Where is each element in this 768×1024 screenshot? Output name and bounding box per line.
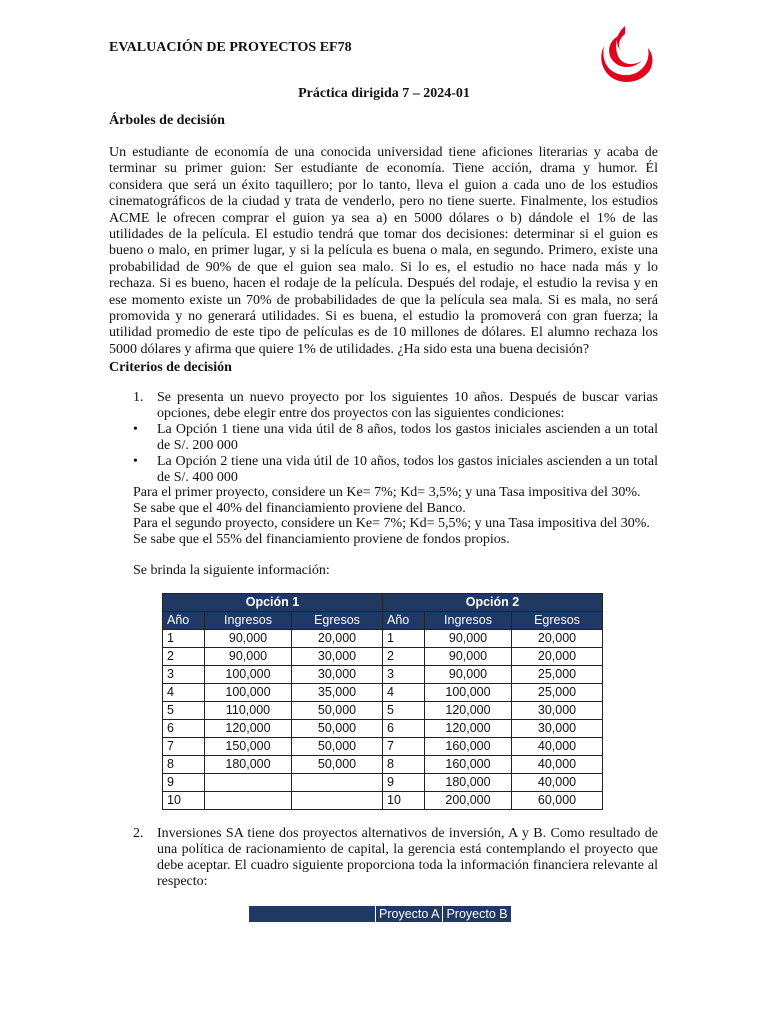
project-1-rates: Para el primer proyecto, considere un Ke= 7%; Kd= 3,5%; y una Tasa impositiva del 30%. [133, 485, 641, 500]
expense-cell: 30,000 [512, 702, 603, 720]
option-2-header: Opción 2 [383, 594, 603, 612]
expense-cell: 30,000 [512, 720, 603, 738]
year-cell: 3 [163, 666, 205, 684]
year-cell: 9 [163, 774, 205, 792]
exercise-2-text: Inversiones SA tiene dos proyectos alternativos de inversión, A y B. Como resultado de una política de racionamiento de capital, la gerencia está contemplando el proyecto que debe aceptar. El cuadro siguiente proporciona toda la información financiera relevante al respecto: [157, 826, 658, 889]
expense-cell: 25,000 [512, 666, 603, 684]
expense-cell: 50,000 [292, 738, 383, 756]
year-cell: 8 [383, 756, 425, 774]
expense-cell: 20,000 [512, 630, 603, 648]
paragraph-line: promovida y no generará utilidades. Si es buena, el estudio la promoverá con gran fuerza; la [109, 309, 658, 325]
section-heading-decision-trees: Árboles de decisión [109, 113, 225, 128]
info-intro: Se brinda la siguiente información: [133, 563, 330, 578]
table-row [163, 720, 603, 738]
year-cell: 9 [383, 774, 425, 792]
expense-cell: 40,000 [512, 738, 603, 756]
table-row [163, 648, 603, 666]
paragraph-line: terminar su primer guion: Ser estudiante de economía. Tiene acción, drama y humor. Él [109, 161, 658, 177]
col-expense-2: Egresos [512, 612, 603, 630]
bullet-option-1-text: La Opción 1 tiene una vida útil de 8 años, todos los gastos iniciales ascienden a un total de S/. 200 000 [157, 422, 658, 453]
exercise-2-number: 2. [133, 826, 144, 841]
decision-tree-paragraph [109, 145, 658, 358]
paragraph-line: utilidades de la película. El estudio tendrá que tomar dos decisiones: determinar si el guion es [109, 227, 658, 243]
expense-cell: 50,000 [292, 756, 383, 774]
year-cell: 4 [163, 684, 205, 702]
income-cell: 200,000 [425, 792, 512, 810]
project-1-financing: Se sabe que el 40% del financiamiento proviene del Banco. [133, 501, 466, 516]
paragraph-line: Un estudiante de economía de una conocida universidad tiene aficiones literarias y acaba de [109, 145, 658, 160]
year-cell: 2 [163, 648, 205, 666]
year-cell: 5 [163, 702, 205, 720]
year-cell: 5 [383, 702, 425, 720]
expense-cell: 25,000 [512, 684, 603, 702]
project-b-header: Proyecto B [443, 906, 511, 923]
table-row [163, 774, 603, 792]
option-1-header: Opción 1 [163, 594, 383, 612]
paragraph-line: 5000 dólares y afirma que quiere 1% de utilidades. ¿Ha sido esta una buena decisión? [109, 341, 590, 357]
income-cell: 100,000 [205, 666, 292, 684]
page-subtitle: Práctica dirigida 7 – 2024-01 [298, 86, 470, 101]
table-row [163, 684, 603, 702]
expense-cell: 40,000 [512, 756, 603, 774]
income-cell: 100,000 [205, 684, 292, 702]
col-year-1: Año [163, 612, 205, 630]
year-cell: 4 [383, 684, 425, 702]
expense-cell: 35,000 [292, 684, 383, 702]
year-cell: 10 [383, 792, 425, 810]
income-cell: 90,000 [205, 630, 292, 648]
year-cell: 6 [163, 720, 205, 738]
income-cell [205, 774, 292, 792]
income-cell: 180,000 [425, 774, 512, 792]
section-heading-decision-criteria: Criterios de decisión [109, 360, 232, 375]
income-cell: 120,000 [425, 702, 512, 720]
expense-cell: 30,000 [292, 666, 383, 684]
exercise-1-number: 1. [133, 390, 144, 405]
year-cell: 1 [163, 630, 205, 648]
year-cell: 2 [383, 648, 425, 666]
paragraph-line: considera que será un éxito taquillero; por lo tanto, lleva el guion a cada uno de los estudios [109, 177, 658, 193]
paragraph-line: bueno o malo, en primer lugar, y si la película es buena o mala, en segundo. Primero, existe una [109, 243, 658, 259]
bullet-option-2 [133, 454, 658, 486]
expense-cell: 50,000 [292, 720, 383, 738]
year-cell: 3 [383, 666, 425, 684]
bullet-icon: • [133, 422, 138, 437]
income-cell: 90,000 [425, 648, 512, 666]
table-row [163, 630, 603, 648]
income-cell: 90,000 [425, 666, 512, 684]
projects-blank-header [249, 906, 376, 923]
project-a-header: Proyecto A [376, 906, 443, 923]
project-2-rates: Para el segundo proyecto, considere un Ke= 7%; Kd= 5,5%; y una Tasa impositiva del 30%. [133, 516, 650, 531]
year-cell: 10 [163, 792, 205, 810]
expense-cell [292, 792, 383, 810]
year-cell: 7 [163, 738, 205, 756]
exercise-1-text: Se presenta un nuevo proyecto por los siguientes 10 años. Después de buscar varias opciones, debe elegir entre dos proyectos con las siguientes condiciones: [157, 390, 658, 421]
col-income-2: Ingresos [425, 612, 512, 630]
col-income-1: Ingresos [205, 612, 292, 630]
income-cell: 90,000 [205, 648, 292, 666]
col-year-2: Año [383, 612, 425, 630]
year-cell: 1 [383, 630, 425, 648]
exercise-1 [133, 390, 658, 422]
paragraph-line: utilidad promedio de este tipo de películas es de 10 millones de dólares. El alumno rechaza los [109, 325, 658, 341]
projects-table [248, 905, 512, 923]
income-cell: 160,000 [425, 738, 512, 756]
exercise-2 [133, 826, 658, 890]
options-cashflow-table [162, 593, 603, 810]
expense-cell [292, 774, 383, 792]
paragraph-line: ACME le ofrecen comprar el guion ya sea a) en 5000 dólares o b) dándole el 1% de las [109, 210, 658, 226]
expense-cell: 20,000 [512, 648, 603, 666]
upc-flame-logo-icon [596, 24, 654, 84]
year-cell: 8 [163, 756, 205, 774]
income-cell: 160,000 [425, 756, 512, 774]
year-cell: 6 [383, 720, 425, 738]
table-row [163, 792, 603, 810]
paragraph-line: rechaza. Si es bueno, hacen el rodaje de la película. Después del rodaje, el estudio la revisa y en [109, 276, 658, 292]
bullet-option-1 [133, 422, 658, 454]
bullet-icon: • [133, 454, 138, 469]
course-title: EVALUACIÓN DE PROYECTOS EF78 [109, 40, 352, 55]
income-cell [205, 792, 292, 810]
table-row [163, 756, 603, 774]
expense-cell: 60,000 [512, 792, 603, 810]
bullet-option-2-text: La Opción 2 tiene una vida útil de 10 años, todos los gastos iniciales ascienden a un total de S/. 400 000 [157, 454, 658, 485]
income-cell: 150,000 [205, 738, 292, 756]
project-2-financing: Se sabe que el 55% del financiamiento proviene de fondos propios. [133, 532, 510, 547]
paragraph-line: probabilidad de 90% de que el guion sea malo. Si lo es, el estudio no hace nada más y lo [109, 259, 658, 275]
income-cell: 120,000 [425, 720, 512, 738]
table-row [163, 702, 603, 720]
income-cell: 120,000 [205, 720, 292, 738]
expense-cell: 50,000 [292, 702, 383, 720]
income-cell: 90,000 [425, 630, 512, 648]
income-cell: 100,000 [425, 684, 512, 702]
paragraph-line: ese momento existe un 70% de probabilidades de que la película sea mala. Si es mala, no será [109, 292, 658, 308]
expense-cell: 40,000 [512, 774, 603, 792]
year-cell: 7 [383, 738, 425, 756]
expense-cell: 20,000 [292, 630, 383, 648]
table-row [163, 666, 603, 684]
expense-cell: 30,000 [292, 648, 383, 666]
income-cell: 180,000 [205, 756, 292, 774]
table-row [163, 738, 603, 756]
col-expense-1: Egresos [292, 612, 383, 630]
income-cell: 110,000 [205, 702, 292, 720]
paragraph-line: cinematográficos de la ciudad y trata de venderlo, pero no tiene suerte. Finalmente, los estudios [109, 194, 658, 210]
